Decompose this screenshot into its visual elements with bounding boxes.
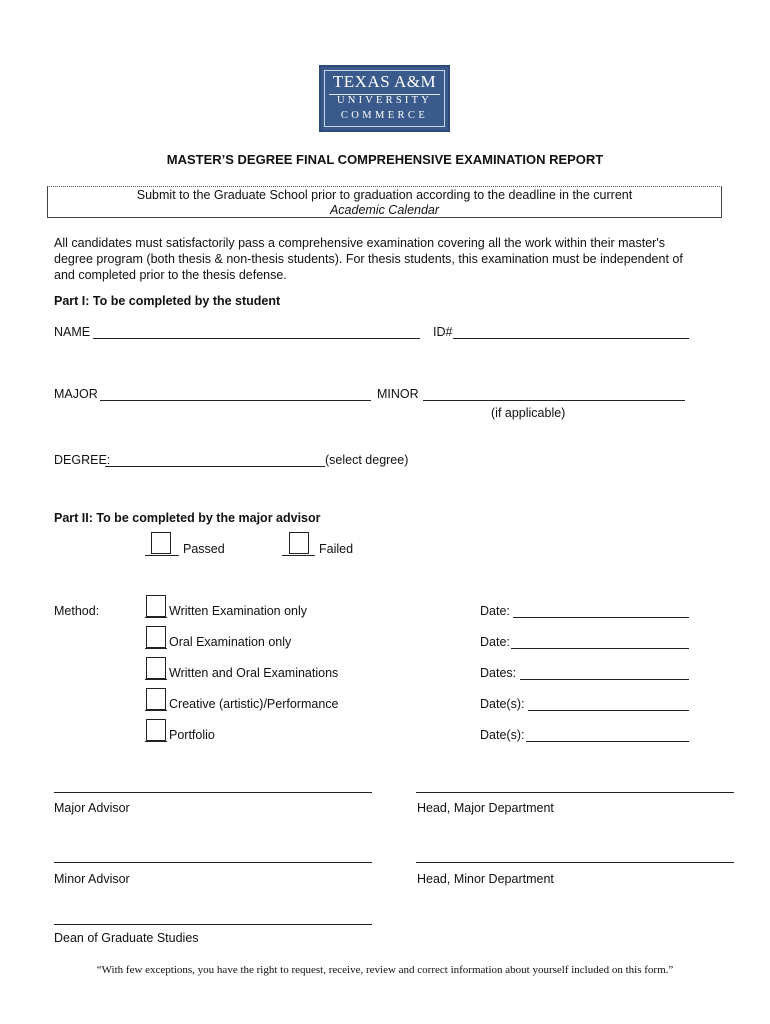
notice-line-2: Academic Calendar (329, 203, 440, 217)
method-oral-underline (145, 648, 167, 649)
degree-note: (select degree) (325, 453, 409, 467)
method-written-oral-underline (145, 679, 167, 680)
minor-field[interactable] (423, 400, 685, 401)
method-written-oral-label: Written and Oral Examinations (169, 666, 339, 680)
failed-checkbox[interactable] (289, 532, 309, 554)
head-major-label: Head, Major Department (417, 801, 554, 815)
method-written-oral-checkbox[interactable] (146, 657, 166, 679)
method-oral-checkbox[interactable] (146, 626, 166, 648)
major-label: MAJOR (54, 387, 98, 401)
method-oral-date-label: Date: (480, 635, 510, 649)
method-creative-date-label: Date(s): (480, 697, 525, 711)
name-field[interactable] (93, 338, 420, 339)
id-field[interactable] (453, 338, 689, 339)
method-portfolio-label: Portfolio (169, 728, 215, 742)
method-written-date-label: Date: (480, 604, 510, 618)
id-label: ID# (433, 325, 453, 339)
major-advisor-signature-line[interactable] (54, 792, 372, 793)
major-field[interactable] (100, 400, 371, 401)
part1-heading: Part I: To be completed by the student (54, 294, 281, 308)
head-minor-label: Head, Minor Department (417, 872, 554, 886)
method-written-checkbox[interactable] (146, 595, 166, 617)
head-major-signature-line[interactable] (416, 792, 734, 793)
method-creative-date-field[interactable] (528, 710, 689, 711)
method-portfolio-checkbox[interactable] (146, 719, 166, 741)
intro-line-3: and completed prior to the thesis defense. (54, 268, 287, 282)
intro-paragraph (54, 235, 724, 283)
passed-checkbox[interactable] (151, 532, 171, 554)
passed-underline (145, 555, 179, 556)
head-minor-signature-line[interactable] (416, 862, 734, 863)
submission-notice (47, 186, 722, 218)
method-creative-underline (145, 710, 167, 711)
major-advisor-label: Major Advisor (54, 801, 130, 815)
form-title: MASTER’S DEGREE FINAL COMPREHENSIVE EXAMINATION REPORT (166, 152, 604, 167)
failed-underline (282, 555, 315, 556)
minor-label: MINOR (377, 387, 419, 401)
degree-field[interactable] (105, 466, 325, 467)
method-written-underline (145, 617, 167, 618)
privacy-notice: “With few exceptions, you have the right to request, receive, review and correct information about yourself included on this form.” (96, 964, 674, 976)
method-creative-checkbox[interactable] (146, 688, 166, 710)
method-written-oral-date-label: Dates: (480, 666, 517, 680)
method-portfolio-date-label: Date(s): (480, 728, 525, 742)
method-portfolio-underline (145, 741, 167, 742)
intro-line-2: degree program (both thesis & non-thesis students). For thesis students, this examination must be independent of (54, 252, 683, 266)
logo-line-1: TEXAS A&M (332, 72, 437, 91)
method-oral-label: Oral Examination only (169, 635, 292, 649)
dean-label: Dean of Graduate Studies (54, 931, 199, 945)
logo-line-3: COMMERCE (340, 110, 429, 121)
part2-heading: Part II: To be completed by the major advisor (54, 511, 321, 525)
degree-label: DEGREE: (54, 453, 111, 467)
notice-line-1: Submit to the Graduate School prior to graduation according to the deadline in the current (136, 188, 633, 202)
method-written-oral-date-field[interactable] (520, 679, 689, 680)
failed-label: Failed (319, 542, 354, 556)
passed-label: Passed (183, 542, 225, 556)
method-portfolio-date-field[interactable] (526, 741, 689, 742)
logo-line-2: UNIVERSITY (337, 95, 432, 106)
university-logo (319, 65, 450, 132)
dean-signature-line[interactable] (54, 924, 372, 925)
minor-advisor-label: Minor Advisor (54, 872, 130, 886)
intro-line-1: All candidates must satisfactorily pass a comprehensive examination covering all the work within their master's (54, 236, 665, 250)
name-label: NAME (54, 325, 91, 339)
method-written-date-field[interactable] (513, 617, 689, 618)
method-oral-date-field[interactable] (511, 648, 689, 649)
minor-advisor-signature-line[interactable] (54, 862, 372, 863)
method-creative-label: Creative (artistic)/Performance (169, 697, 339, 711)
method-written-label: Written Examination only (169, 604, 308, 618)
method-label: Method: (54, 604, 100, 618)
minor-note: (if applicable) (491, 406, 566, 420)
